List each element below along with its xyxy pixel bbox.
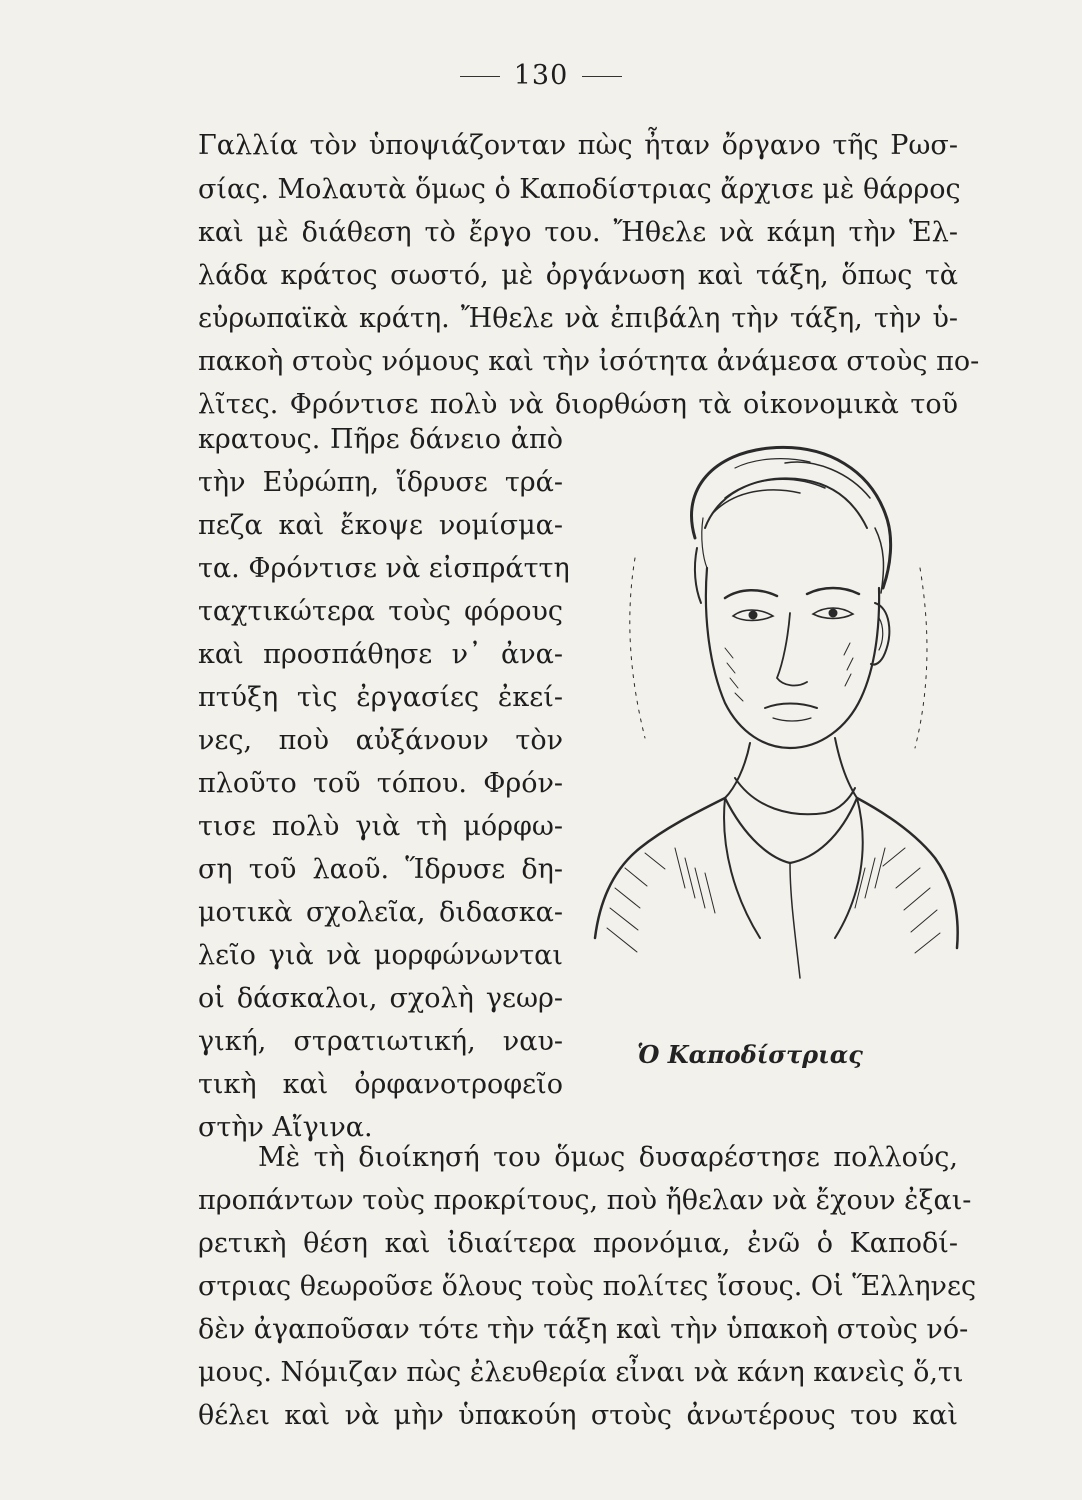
column-text-line: τα. Φρόντισε νὰ εἰσπράττη <box>198 553 570 584</box>
column-text-line: πτύξη τὶς ἐργασίες ἐκεί- <box>198 682 563 713</box>
text-line: καὶ μὲ διάθεση τὸ ἔργο του. Ἤθελε νὰ κάμη τὴν Ἑλ- <box>198 217 958 248</box>
column-text-line: πλοῦτο τοῦ τόπου. Φρόν- <box>198 768 563 799</box>
text-line: ρετικὴ θέση καὶ ἰδιαίτερα προνόμια, ἐνῶ ὁ Καποδί- <box>198 1228 958 1259</box>
text-line: θέλει καὶ νὰ μὴν ὑπακούη στοὺς ἀνωτέρους του καὶ <box>198 1400 958 1431</box>
text-line: στριας θεωροῦσε ὅλους τοὺς πολίτες ἴσους. Οἱ Ἕλληνες <box>198 1271 977 1302</box>
dash-left <box>460 76 500 77</box>
dash-right <box>582 76 622 77</box>
text-line: σίας. Μολαυτὰ ὅμως ὁ Καποδίστριας ἄρχισε μὲ θάρρος <box>198 174 961 205</box>
column-text-line: καὶ προσπάθησε ν᾽ ἀνα- <box>198 639 563 670</box>
column-text-line: τικὴ καὶ ὀρφανοτροφεῖο <box>198 1069 563 1100</box>
page-number-header <box>0 60 1082 91</box>
text-line: δὲν ἀγαποῦσαν τότε τὴν τάξη καὶ τὴν ὑπακοὴ στοὺς νό- <box>198 1314 969 1345</box>
column-text-line: τὴν Εὐρώπη, ἵδρυσε τρά- <box>198 467 563 498</box>
column-text-line: ση τοῦ λαοῦ. Ἵδρυσε δη- <box>198 854 563 885</box>
column-text-line: μοτικὰ σχολεῖα, διδασκα- <box>198 897 563 928</box>
text-line: Γαλλία τὸν ὑποψιάζονταν πὼς ἦταν ὄργανο τῆς Ρωσ- <box>198 130 958 161</box>
column-text-line: στὴν Αἴγινα. <box>198 1112 373 1143</box>
page-number: 130 <box>513 60 569 91</box>
column-text-line: γική, στρατιωτική, ναυ- <box>198 1026 563 1057</box>
column-text-line: πεζα καὶ ἔκοψε νομίσμα- <box>198 510 563 541</box>
column-text-line: ταχτικώτερα τοὺς φόρους <box>198 596 563 627</box>
column-text-line: λεῖο γιὰ νὰ μορφώνωνται <box>198 940 563 971</box>
column-text-line: οἱ δάσκαλοι, σχολὴ γεωρ- <box>198 983 563 1014</box>
portrait-caption: Ὁ Καποδίστριας <box>637 1040 863 1069</box>
text-line: Μὲ τὴ διοίκησή του ὅμως δυσαρέστησε πολλούς, <box>258 1142 958 1173</box>
text-line: εὐρωπαϊκὰ κράτη. Ἤθελε νὰ ἐπιβάλη τὴν τάξη, τὴν ὑ- <box>198 303 958 334</box>
text-line: λάδα κράτος σωστό, μὲ ὀργάνωση καὶ τάξη, ὅπως τὰ <box>198 260 958 291</box>
kapodistrias-portrait <box>585 418 965 1033</box>
column-text-line: νες, ποὺ αὐξάνουν τὸν <box>198 725 563 756</box>
text-line: μους. Νόμιζαν πὼς ἐλευθερία εἶναι νὰ κάνη κανεὶς ὅ,τι <box>198 1357 964 1388</box>
text-line: λῖτες. Φρόντισε πολὺ νὰ διορθώση τὰ οἰκονομικὰ τοῦ <box>198 389 958 420</box>
text-line: προπάντων τοὺς προκρίτους, ποὺ ἤθελαν νὰ ἔχουν ἐξαι- <box>198 1185 972 1216</box>
text-line: πακοὴ στοὺς νόμους καὶ τὴν ἰσότητα ἀνάμεσα στοὺς πο- <box>198 346 980 377</box>
column-text-line: κρατους. Πῆρε δάνειο ἀπὸ <box>198 424 563 455</box>
column-text-line: τισε πολὺ γιὰ τὴ μόρφω- <box>198 811 563 842</box>
